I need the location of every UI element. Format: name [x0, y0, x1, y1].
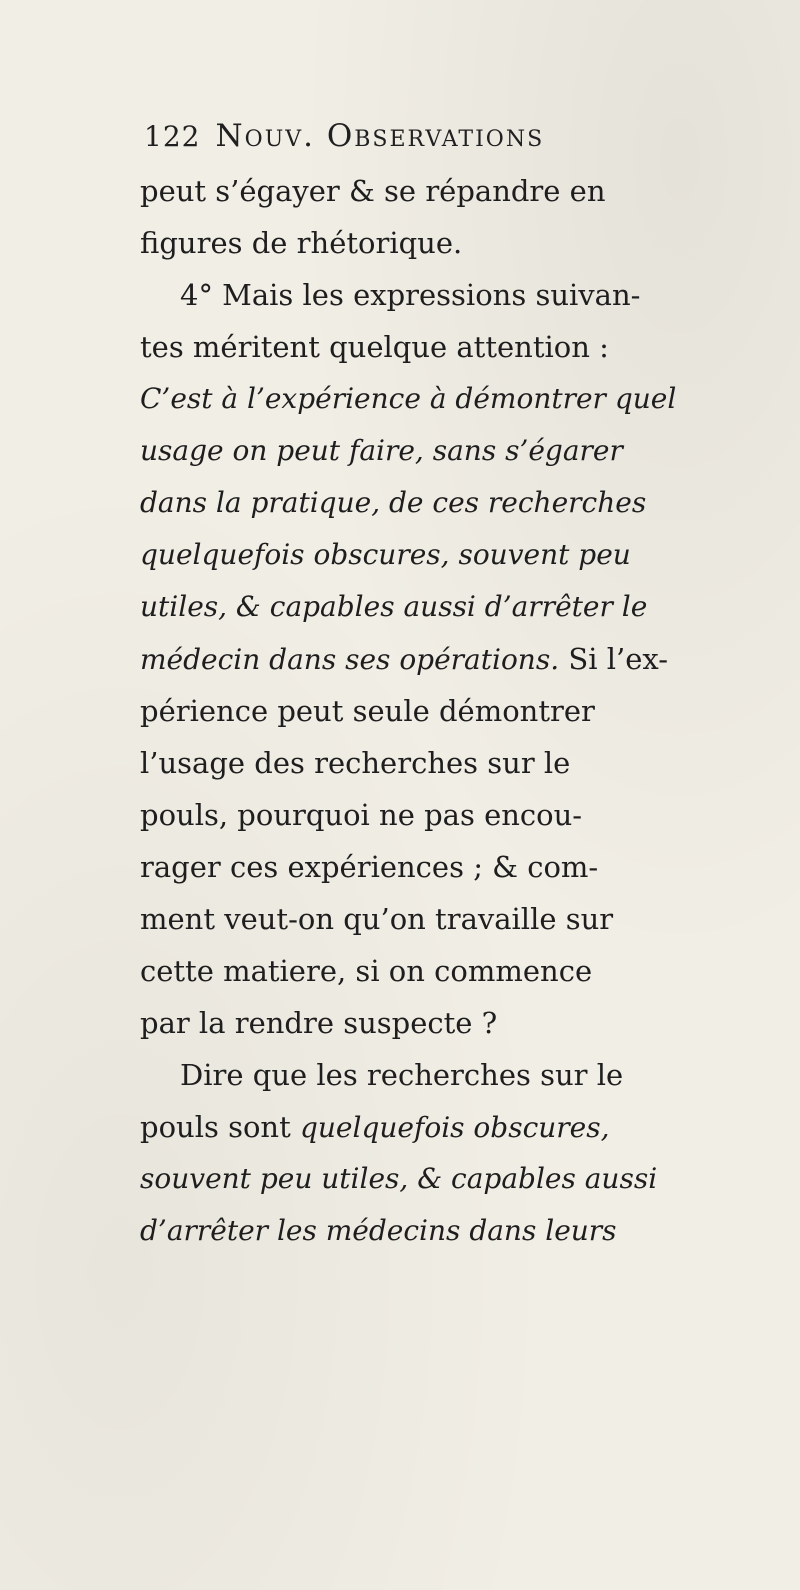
quoted-line: dans la pratique, de ces recherches — [140, 486, 647, 519]
text-line: figures de rhétorique. — [140, 226, 463, 260]
text-fragment: Si l’ex- — [568, 642, 669, 676]
text-line: tes méritent quelque attention : — [140, 330, 609, 364]
running-head — [144, 118, 724, 164]
quoted-fragment: médecin dans ses opérations. — [140, 643, 560, 676]
quoted-line: usage on peut faire, sans s’égarer — [140, 434, 623, 467]
text-line: périence peut seule démontrer — [140, 694, 595, 728]
text-fragment: pouls sont — [140, 1110, 291, 1144]
text-line: cette matiere, si on commence — [140, 954, 593, 988]
text-line: pouls, pourquoi ne pas encou- — [140, 798, 583, 832]
mixed-line — [140, 633, 730, 685]
text-line: rager ces expériences ; & com- — [140, 850, 599, 884]
mixed-line — [140, 1101, 730, 1153]
quoted-line: C’est à l’expérience à démontrer quel — [140, 382, 677, 415]
text-line: l’usage des recherches sur le — [140, 746, 571, 780]
quoted-line: quelquefois obscures, souvent peu — [140, 538, 631, 571]
text-line: ment veut-on qu’on travaille sur — [140, 902, 614, 936]
quoted-line: d’arrêter les médecins dans leurs — [140, 1214, 617, 1247]
body-text — [140, 165, 730, 1257]
text-line: peut s’égayer & se répandre en — [140, 174, 606, 208]
page-number: 122 — [144, 120, 201, 153]
paragraph-start-line: Dire que les recherches sur le — [180, 1058, 624, 1092]
text-line: par la rendre suspecte ? — [140, 1006, 498, 1040]
quoted-line: utiles, & capables aussi d’arrêter le — [140, 590, 648, 623]
quoted-line: souvent peu utiles, & capables aussi — [140, 1162, 658, 1195]
running-head-title: Nouv. Observations — [215, 118, 545, 154]
paragraph-start-line: 4° Mais les expressions suivan- — [180, 278, 641, 312]
quoted-fragment: quelquefois obscures, — [299, 1111, 610, 1144]
